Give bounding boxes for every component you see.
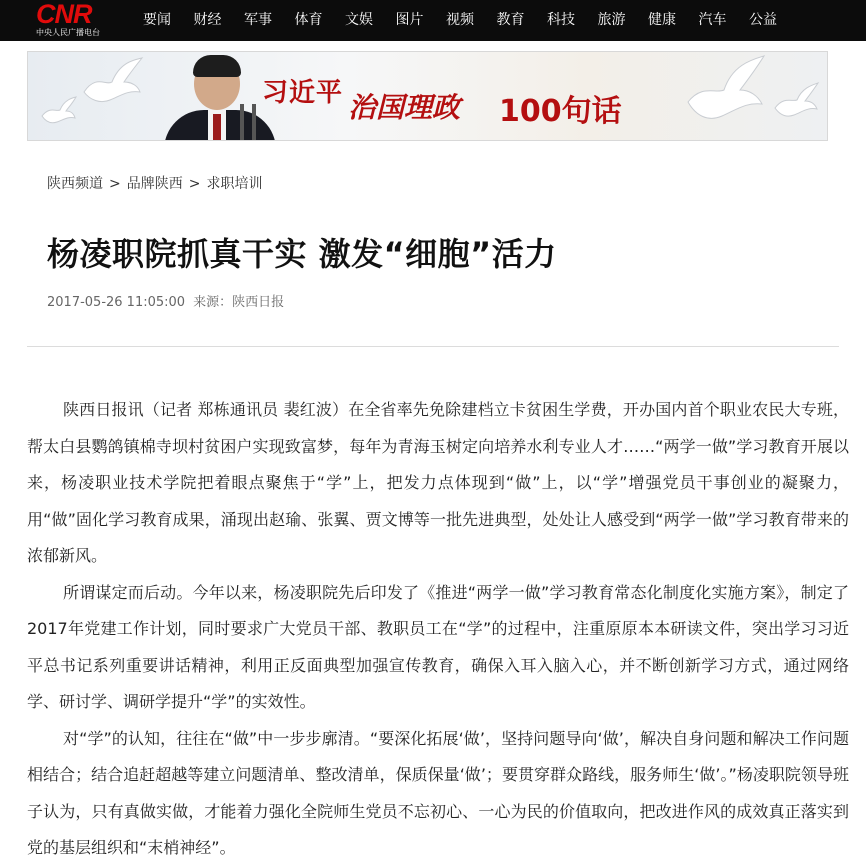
- dove-icon: [38, 96, 78, 126]
- paragraph: 所谓谋定而后动。今年以来，杨凌职院先后印发了《推进“两学一做”学习教育常态化制度化实施方案》，制定了2017年党建工作计划，同时要求广大党员干部、教职员工在“学”的过程中，注重原原本本研读文件，突出学习习近平总书记系列重要讲话精神，利用正反面典型加强宣传教育，确保入耳入脑入心，并不断创新学习方式，通过网络学、研讨学、调研学提升“学”的实效性。: [27, 582, 849, 711]
- article-body: [27, 392, 849, 867]
- nav-item[interactable]: 图片: [395, 12, 424, 28]
- banner-slogan: 治国理政: [348, 91, 461, 124]
- breadcrumb-separator: >: [188, 176, 201, 192]
- publish-date: 2017-05-26 11:05:00: [47, 295, 186, 310]
- logo-subtitle: 中央人民广播电台: [36, 28, 100, 37]
- paragraph: 陕西日报讯（记者 郑栋通讯员 裴红波）在全省率先免除建档立卡贫困生学费，开办国内首个职业农民大专班，帮太白县鹦鸽镇棉寺坝村贫困户实现致富梦，每年为青海玉树定向培养水利专业人才……“两学一做”学习教育开展以来，杨凌职业技术学院把着眼点聚焦于“学”上，把发力点体现到“做”上，以“学”增强党员干事创业的凝聚力，用“做”固化学习教育成果，涌现出赵瑜、张翼、贾文博等一批先进典型，处处让人感受到“两学一做”学习教育带来的浓郁新风。: [27, 400, 849, 565]
- nav-item[interactable]: 旅游: [597, 12, 626, 28]
- cnr-logo[interactable]: [34, 0, 118, 39]
- nav-item[interactable]: 健康: [648, 12, 676, 28]
- paragraph: 对“学”的认知，往往在“做”中一步步廓清。“要深化拓展‘做’，坚持问题导向‘做’，解决自身问题和解决工作问题相结合；结合追赶超越等建立问题清单、整改清单，保质保量‘做’；要贯穿群众路线，服务师生‘做’。”杨凌职院领导班子认为，只有真做实做，才能着力强化全院师生党员不忘初心、一心为民的价值取向，把改进作风的成效真正落实到党的基层组织和“末梢神经”。: [27, 728, 849, 857]
- nav-item[interactable]: 军事: [244, 12, 272, 28]
- dove-icon: [678, 54, 768, 134]
- nav-item[interactable]: 文娱: [345, 12, 373, 28]
- divider: [27, 346, 839, 347]
- top-nav-bar: [0, 0, 866, 41]
- nav-item[interactable]: 教育: [496, 12, 525, 28]
- article-meta: [47, 291, 284, 310]
- article-source[interactable]: 来源：陕西日报: [193, 295, 285, 310]
- dove-icon: [770, 82, 820, 122]
- article-title: 杨凌职院抓真干实 激发“细胞”活力: [47, 235, 557, 273]
- nav-item[interactable]: 财经: [193, 12, 222, 28]
- banner-count: 100句话: [499, 94, 622, 129]
- breadcrumb-item-shaanxi[interactable]: 陕西频道: [47, 176, 103, 192]
- nav-item[interactable]: 视频: [446, 12, 474, 28]
- banner[interactable]: [27, 51, 828, 141]
- breadcrumb-item-jobs[interactable]: 求职培训: [206, 176, 263, 192]
- nav-item[interactable]: 公益: [749, 12, 777, 28]
- nav-item[interactable]: 要闻: [143, 12, 171, 28]
- nav-item[interactable]: 体育: [294, 12, 323, 28]
- breadcrumb-item-brand[interactable]: 品牌陕西: [126, 176, 183, 192]
- nav-item[interactable]: 科技: [547, 12, 575, 28]
- banner-name: 习近平: [262, 78, 344, 108]
- breadcrumb: [47, 173, 262, 193]
- dove-icon: [76, 56, 146, 112]
- nav-item[interactable]: 汽车: [698, 12, 727, 28]
- logo-text: CNR: [36, 0, 92, 29]
- main-nav: [143, 0, 800, 41]
- breadcrumb-separator: >: [109, 176, 121, 192]
